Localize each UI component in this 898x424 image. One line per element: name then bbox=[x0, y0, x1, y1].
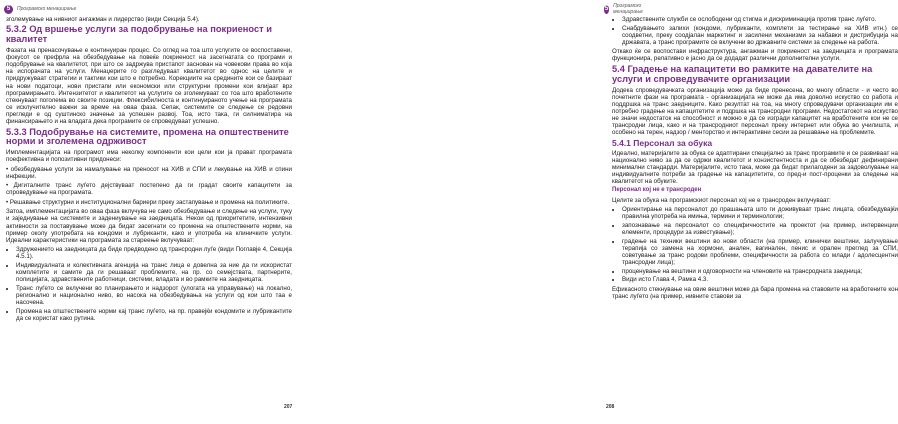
list-item: • Ориентирање на персоналот до прашањата што ги доживуваат транс лицата, обезбедувајќи правилна употреба на имиња, термини и терминологии; bbox=[622, 206, 898, 220]
bullet-paragraph: • Решавање структурни и институционални бариери преку застапување и промена на политиките. bbox=[6, 198, 290, 206]
left-page-header bbox=[4, 4, 76, 14]
right-header-title: Програмско менаџирање bbox=[613, 3, 643, 15]
list-item: • Индивидуалната и колективната агенција на транс лица е довелна за ние да ги искористат комплетите и самите да ги решаваат проблемите, на пр. со семејствата, партнерите, полицијата, здравствените работници, системи, владата и во рамките на заедницата. bbox=[16, 262, 292, 283]
section-heading-5-3-3: 5.3.3 Подобрување на системите, промена на општествените норми и зголемена одрживост bbox=[6, 126, 289, 147]
list-item: • Здравствените служби се ослободени од стигма и дискриминација против транс луѓето. bbox=[622, 16, 898, 23]
bullet-paragraph: • обезбедување услуги за намалување на преносот на ХИВ и СПИ и лекување на ХИВ и спини инфекции. bbox=[6, 165, 292, 180]
left-logo-icon: 5 bbox=[4, 5, 13, 14]
left-page bbox=[0, 0, 300, 424]
bullet-paragraph: • Дигиталните транс луѓето дејствуваат постепено да ги градат своите капацитети за спроведување на програмата. bbox=[6, 182, 292, 197]
list-item: • Транс луѓето се вклучени во планирањето и надзорот (улогата на управување) на локално, регионално и национално ниво, во насока на обезбедувања на услуги од кои што таа е насочена. bbox=[16, 285, 292, 306]
paragraph: Откако ќе се воспостави инфраструктура, ангажман и покриеност на заедницата и програмата функционира, релативно е јасно да се додадат различни дополнителни услуги. bbox=[612, 48, 898, 63]
list-item: • запознавање на персоналот со специфичностите на проектот (на пример, интервенции елементи, процедури за известување); bbox=[622, 222, 898, 236]
training-goals-list bbox=[612, 206, 898, 283]
page-number-left: 207 bbox=[284, 404, 293, 410]
characteristics-list bbox=[6, 246, 292, 322]
page-number-right: 208 bbox=[606, 404, 615, 410]
paragraph: зголемување на нивниот ангажман и лидерство (види Секција 5.4). bbox=[6, 16, 200, 23]
paragraph: Имплементацијата на програмот има неколку компоненти кои цели кои ја прават програмата поефективна и попозитивни придонеси: bbox=[6, 149, 292, 164]
paragraph: Додека спроведувачката организација може да биде пренесена, во многу области - и често во почетните фази на програмата - организацијата не може да има доволно искуство со работа и поддршка на транс заедниците. Како резултат на тоа, на многу спроведувачи организации им е потребно градење на капацитетите и подршка на трансродни програми. Недостатокот на искуство не значи недостаток на способност и можно е да се изгради капацитет на вработените кои не се трансродни лица, како и на трансродниот персонал преку интернет или обука во училиштa, и особено на терен, надзор / менторство и интерактивни сесии за решавање на проблемите. bbox=[612, 86, 898, 137]
paragraph: Идеално, материјалите за обука се адаптирани специјално за транс програмите и се развиваат на национално ниво за да се одржи квалитетот и конзистентноста и да се обезбедат дефинирани минимални стандарди. Материјалите, исто така, може да бидат прилагодени за задоволување на индивидуалните потреби за градење на капацитетите, со пред-и пост-проценки за следење на квалитетот на обуките. bbox=[612, 149, 898, 185]
section-heading-5-3-2: 5.3.2 Од вршење услуги за подобрување на покриеност и квалитет bbox=[6, 24, 272, 45]
list-item: • Здружението на заедницата да биде предводено од трансродни луѓе (види Поглавје 4, Секција 4.5.1). bbox=[16, 246, 292, 260]
list-item: • Снабдувањето залихи (кондоми, лубриканти, комплети за тестирање на ХИВ итн.) се соодветни, преку соодјалан маркетинг и засилени механизми за набавки и дистрибуција на државата, а транс програмите се вклучени во државните системи за следење на работа. bbox=[622, 25, 898, 46]
left-column bbox=[6, 16, 292, 324]
continued-list bbox=[612, 16, 898, 46]
list-item: • Види исто Глава 4, Рамка 4.3. bbox=[622, 276, 898, 283]
list-item: • градење на техники вештини во нови области (на пример, клинички вештини, залучување терапија со замена на хормони, анален, вагинален, пенис и орален преглед за СПИ, советување за транс родови проблеми, специфичности за работа со млади / адолесцентни трансродни лица); bbox=[622, 238, 898, 266]
paragraph: Фазата на пренасочување е континуиран процес. Со оглед на тоа што услугите се воспоставени, фокусот се префрла на обезбедување на повеќе покриеност на засегнатата со програми и подобрување на квалитетот, при што се задржува пристапот заснован на човекови права во која на испорачата на услуги. Менаџерите го разгледуваат квалитетот во однос на целите и придружуваат стратегии и тактики кои што е потребно. Корекциите на средините кои се базираат на нови податоци, нови пристапи или економски или структурни промени кои влијаат врз програмирањето. Интензитетот и квалитетот на услугите се зголемуваат со тоа што вработените стекнуваат поголема во своите позиции. Флексибилноста и континуираното учење на програмата се исклучително важни за време на оваа фаза. Сепак, системите се следење се редовни прегледи е од суштинско значење за успешен развој. Тоа, исто така, ги силниматира на финансирањето и на владата дека програмите се спроведуваат успешно. bbox=[6, 47, 292, 126]
right-logo-icon: 5 bbox=[604, 6, 609, 12]
subheading-non-trans-staff: Персонал кој не е трансроден bbox=[612, 187, 702, 194]
paragraph: Ефикасното стекнување на овие вештини може да бара промена на ставовите на вработените кон транс луѓето (на пример, нивните ставови за bbox=[612, 285, 898, 300]
left-header-title: Програмско менаџирање bbox=[17, 6, 77, 12]
section-heading-5-4-1: 5.4.1 Персонал за обука bbox=[612, 137, 713, 148]
section-heading-5-4: 5.4 Градење на капацитети во рамките на давателите на услуги и спроведувачите организации bbox=[612, 63, 873, 84]
list-item: • проценување на вештини и одговорности на членовите на трансродната заедница; bbox=[622, 268, 898, 275]
list-item: • Промена на општествените норми кај транс луѓето, на пр. правејќи кондомите и лубрикантите да се користат како рутина. bbox=[16, 308, 292, 322]
paragraph: Затоа, имплементацијата во оваа фаза вклучува не само обезбедување и следење на услуги, туку и заједнување на системите и задениување на заедницата. Некои од приоритетите, интензивни активности за поставување може да бидат засегнати со промена на општествените норми, на пример околу употребата на кондоми и лубриканти, како и употреба на клиничките услуги. Идеални карактеристики на програмата за стареење вклучуваат: bbox=[6, 208, 292, 244]
paragraph: Целите за обука на програмскиот персонал кој не е трансроден вклучуваат: bbox=[612, 196, 831, 204]
right-column bbox=[612, 16, 898, 302]
right-page bbox=[300, 0, 898, 424]
right-page-header bbox=[604, 4, 647, 14]
